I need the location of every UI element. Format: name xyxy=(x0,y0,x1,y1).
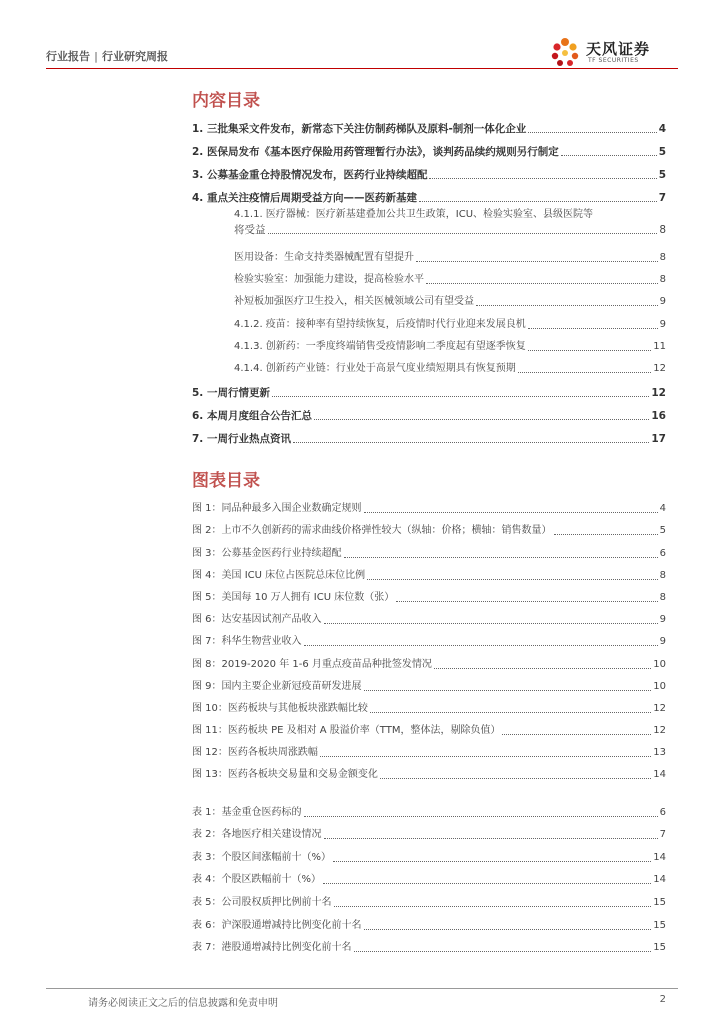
toc-item[interactable] xyxy=(192,605,666,627)
leader-dots xyxy=(528,132,656,133)
toc-item[interactable] xyxy=(192,694,666,716)
toc-item-page: 9 xyxy=(659,319,666,330)
toc-title: 内容目录 xyxy=(192,91,260,111)
toc-item-page: 6 xyxy=(659,547,666,559)
leader-dots xyxy=(528,328,658,329)
toc-item-page: 7 xyxy=(658,192,666,204)
toc-item-label: 图 9：国内主要企业新冠疫苗研发进展 xyxy=(192,680,362,692)
figure-list xyxy=(192,494,666,782)
leader-dots xyxy=(324,838,658,839)
toc-item-label: 表 7：港股通增减持比例变化前十名 xyxy=(192,942,352,954)
toc-item[interactable] xyxy=(192,400,666,423)
footer-rule xyxy=(46,988,678,989)
toc-item[interactable] xyxy=(234,207,666,243)
toc-item[interactable] xyxy=(192,538,666,560)
toc-item-page: 8 xyxy=(659,591,666,603)
toc-item-label: 5. 一周行情更新 xyxy=(192,387,270,399)
toc-item-label: 医用设备：生命支持类器械配置有望提升 xyxy=(234,252,414,263)
toc-item-page: 9 xyxy=(659,614,666,626)
toc-item[interactable] xyxy=(192,423,666,446)
toc-item-page: 12 xyxy=(653,702,666,714)
toc-item[interactable] xyxy=(192,865,666,888)
leader-dots xyxy=(364,512,658,513)
leader-dots xyxy=(429,178,656,179)
leader-dots xyxy=(268,233,658,234)
toc-item[interactable] xyxy=(192,627,666,649)
toc-list xyxy=(192,112,666,446)
leader-dots xyxy=(426,283,658,284)
leader-dots xyxy=(561,155,657,156)
leader-dots xyxy=(293,442,649,443)
leader-dots xyxy=(333,861,651,862)
toc-item[interactable] xyxy=(192,583,666,605)
toc-item-label: 4.1.3. 创新药：一季度终端销售受疫情影响二季度起有望逐季恢复 xyxy=(234,341,526,352)
leader-dots xyxy=(344,557,658,558)
toc-item-label-continued: 将受益 xyxy=(234,224,266,236)
toc-item[interactable] xyxy=(192,112,666,136)
toc-item-page: 9 xyxy=(659,636,666,648)
toc-item[interactable] xyxy=(192,933,666,956)
toc-item-label: 4.1.2. 疫苗：接种率有望持续恢复，后疫情时代行业迎来发展良机 xyxy=(234,319,526,330)
toc-item-page: 8 xyxy=(659,569,666,581)
toc-item-page: 14 xyxy=(653,769,666,781)
leader-dots xyxy=(396,601,657,602)
toc-item[interactable] xyxy=(234,309,666,332)
toc-item-label: 图 5：美国每 10 万人拥有 ICU 床位数（张） xyxy=(192,591,395,603)
toc-item[interactable] xyxy=(192,820,666,843)
flower-logo-icon xyxy=(548,36,582,68)
report-category xyxy=(46,48,168,64)
leader-dots xyxy=(304,816,658,817)
header-rule xyxy=(46,68,678,69)
toc-item-page: 10 xyxy=(653,680,666,692)
toc-item[interactable] xyxy=(234,287,666,309)
footer-disclaimer: 请务必阅读正文之后的信息披露和免责申明 xyxy=(88,998,278,1009)
toc-item-page: 12 xyxy=(653,725,666,737)
toc-item[interactable] xyxy=(192,516,666,538)
toc-item-label: 图 1：同品种最多入围企业数确定规则 xyxy=(192,503,362,515)
leader-dots xyxy=(419,201,657,202)
toc-item-label: 表 3：个股区间涨幅前十（%） xyxy=(192,851,332,863)
figure-toc-title: 图表目录 xyxy=(192,471,260,491)
toc-item-label: 图 12：医药各板块周涨跌幅 xyxy=(192,747,318,759)
header-divider: | xyxy=(94,50,99,63)
leader-dots xyxy=(380,778,651,779)
logo-chinese-name: 天风证券 xyxy=(586,40,651,58)
toc-item-label: 7. 一周行业热点资讯 xyxy=(192,433,291,445)
toc-item-label: 3. 公募基金重仓持股情况发布，医药行业持续超配 xyxy=(192,169,428,181)
page-header xyxy=(46,36,678,68)
toc-item-label: 表 4：个股区跌幅前十（%） xyxy=(192,874,322,886)
category-label: 行业报告 xyxy=(46,50,90,63)
leader-dots xyxy=(434,668,651,669)
toc-item[interactable] xyxy=(192,842,666,865)
company-logo xyxy=(548,36,678,68)
toc-item-label: 图 4：美国 ICU 床位占医院总床位比例 xyxy=(192,569,366,581)
toc-item-label: 4.1.4. 创新药产业链：行业处于高景气度业绩短期具有恢复预期 xyxy=(234,363,516,374)
toc-item-label: 4. 重点关注疫情后周期受益方向——医药新基建 xyxy=(192,192,417,204)
toc-item-page: 8 xyxy=(659,224,666,236)
toc-item-label: 表 2：各地医疗相关建设情况 xyxy=(192,829,322,841)
toc-item-page: 10 xyxy=(653,658,666,670)
toc-item-page: 5 xyxy=(658,169,666,181)
leader-dots xyxy=(364,690,652,691)
toc-item-page: 4 xyxy=(659,503,666,515)
toc-item-label: 图 13：医药各板块交易量和交易金额变化 xyxy=(192,769,378,781)
toc-item-page: 14 xyxy=(653,851,666,863)
toc-item-page: 8 xyxy=(659,274,666,285)
leader-dots xyxy=(354,951,652,952)
toc-item[interactable] xyxy=(192,887,666,910)
leader-dots xyxy=(416,261,658,262)
toc-item[interactable] xyxy=(234,354,666,376)
toc-item-page: 12 xyxy=(651,387,666,399)
leader-dots xyxy=(528,350,651,351)
toc-item-page: 17 xyxy=(651,433,666,445)
toc-item[interactable] xyxy=(192,159,666,182)
toc-item-label: 4.1.1. 医疗器械：医疗新基建叠加公共卫生政策，ICU、检验实验室、县级医院等 xyxy=(234,209,594,220)
toc-item-label: 2. 医保局发布《基本医疗保险用药管理暂行办法》，谈判药品续约规则另行制定 xyxy=(192,146,559,158)
leader-dots xyxy=(367,579,657,580)
page-number: 2 xyxy=(659,994,666,1005)
toc-item-label: 图 10：医药板块与其他板块涨跌幅比较 xyxy=(192,702,368,714)
toc-item[interactable] xyxy=(234,265,666,287)
toc-item-label: 检验实验室：加强能力建设，提高检验水平 xyxy=(234,274,424,285)
subcategory-label: 行业研究周报 xyxy=(102,50,169,63)
toc-item[interactable] xyxy=(192,738,666,760)
toc-item[interactable] xyxy=(192,716,666,738)
leader-dots xyxy=(476,305,658,306)
toc-item-label: 图 6：达安基因试剂产品收入 xyxy=(192,614,322,626)
leader-dots xyxy=(320,756,651,757)
toc-item-page: 11 xyxy=(653,341,666,352)
leader-dots xyxy=(323,883,651,884)
toc-item[interactable] xyxy=(192,494,666,516)
toc-item[interactable] xyxy=(192,672,666,694)
toc-item[interactable] xyxy=(234,243,666,265)
toc-item[interactable] xyxy=(192,649,666,671)
toc-item-label: 图 8：2019-2020 年 1-6 月重点疫苗品种批签发情况 xyxy=(192,658,432,670)
toc-item-page: 13 xyxy=(653,747,666,759)
toc-item-page: 5 xyxy=(659,525,666,537)
toc-item-page: 16 xyxy=(651,410,666,422)
leader-dots xyxy=(324,623,658,624)
toc-item-page: 15 xyxy=(653,942,666,954)
toc-item-label: 表 6：沪深股通增减持比例变化前十名 xyxy=(192,919,362,931)
toc-item-label: 图 3：公募基金医药行业持续超配 xyxy=(192,547,342,559)
toc-item[interactable] xyxy=(234,332,666,354)
toc-item-label: 图 2：上市不久创新药的需求曲线价格弹性较大（纵轴：价格；横轴：销售数量） xyxy=(192,525,552,537)
leader-dots xyxy=(314,419,649,420)
toc-item-line2 xyxy=(234,222,666,237)
toc-item-label: 补短板加强医疗卫生投入，相关医械领域公司有望受益 xyxy=(234,296,474,307)
toc-item-page: 6 xyxy=(659,806,666,818)
toc-item-page: 12 xyxy=(653,363,666,374)
toc-item-page: 8 xyxy=(659,252,666,263)
toc-item-page: 5 xyxy=(658,146,666,158)
toc-item-label: 图 11：医药板块 PE 及相对 A 股溢价率（TTM，整体法，剔除负值） xyxy=(192,725,501,737)
toc-item[interactable] xyxy=(192,797,666,820)
leader-dots xyxy=(502,734,651,735)
toc-item-page: 7 xyxy=(659,829,666,841)
toc-item-page: 14 xyxy=(653,874,666,886)
toc-item[interactable] xyxy=(192,182,666,205)
toc-item[interactable] xyxy=(192,136,666,159)
toc-item-label: 表 1：基金重仓医药标的 xyxy=(192,806,302,818)
toc-item[interactable] xyxy=(192,910,666,933)
toc-item-page: 4 xyxy=(658,123,666,135)
leader-dots xyxy=(364,929,652,930)
toc-item-page: 15 xyxy=(653,919,666,931)
table-list xyxy=(192,797,666,955)
toc-item-page: 9 xyxy=(659,296,666,307)
leader-dots xyxy=(370,712,651,713)
leader-dots xyxy=(304,645,658,646)
logo-english-name: TF SECURITIES xyxy=(588,57,639,64)
leader-dots xyxy=(334,906,652,907)
leader-dots xyxy=(272,396,649,397)
leader-dots xyxy=(554,534,658,535)
toc-item-page: 15 xyxy=(653,896,666,908)
toc-item[interactable] xyxy=(192,376,666,400)
toc-item-label: 表 5：公司股权质押比例前十名 xyxy=(192,896,332,908)
toc-item[interactable] xyxy=(192,760,666,782)
toc-item-label: 1. 三批集采文件发布，新常态下关注仿制药梯队及原料-制剂一体化企业 xyxy=(192,123,527,135)
leader-dots xyxy=(518,372,651,373)
toc-item[interactable] xyxy=(192,561,666,583)
toc-item-label: 图 7：科华生物营业收入 xyxy=(192,636,302,648)
toc-item-label: 6. 本周月度组合公告汇总 xyxy=(192,410,312,422)
